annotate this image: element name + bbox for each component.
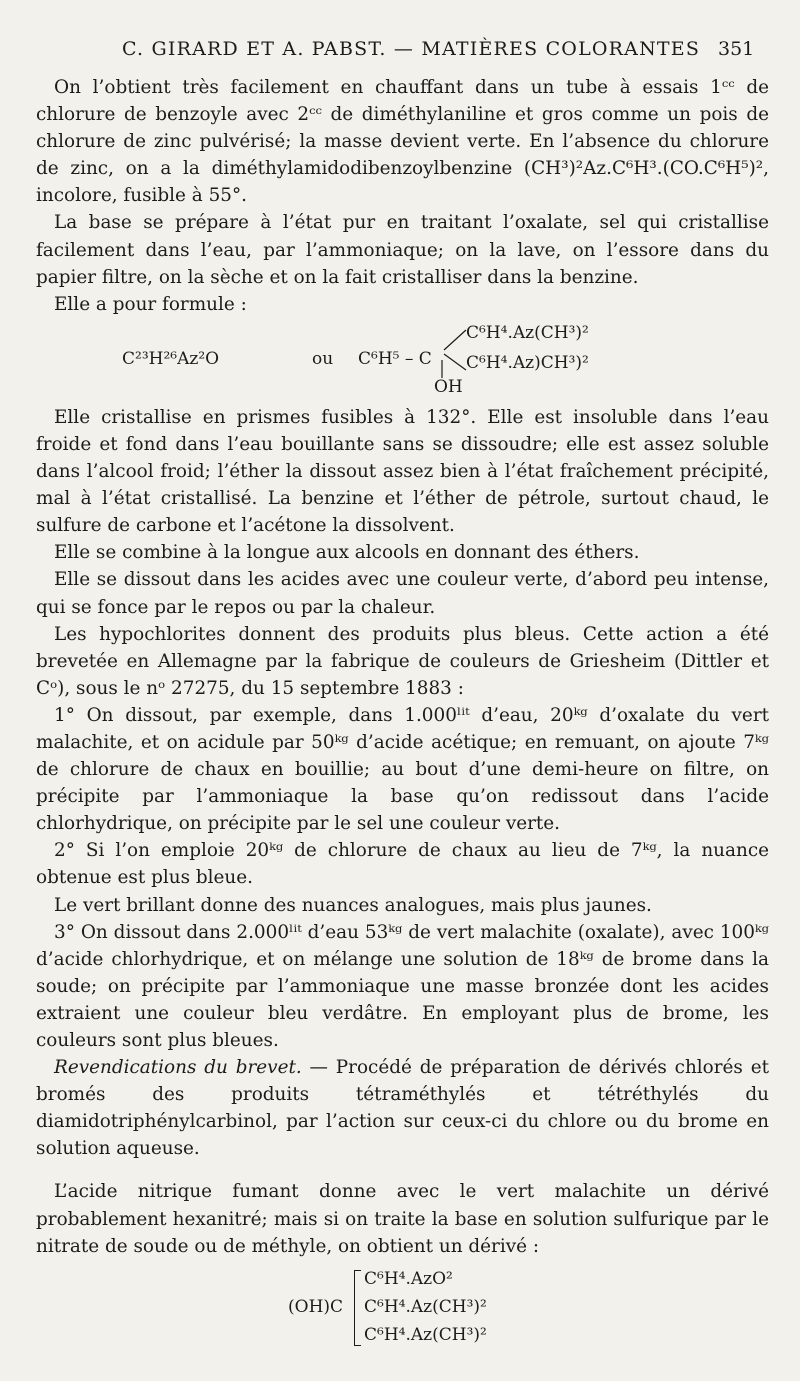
running-title: C. GIRARD ET A. PABST. — MATIÈRES COLORANTES xyxy=(122,38,701,60)
paragraph-3: Elle a pour formule : xyxy=(54,293,247,315)
formula-oh: OH xyxy=(434,376,463,397)
formula-empirical: C²³H²⁶Az²O xyxy=(122,348,220,369)
page-header xyxy=(0,38,800,68)
formula2-line2: C⁶H⁴.Az(CH³)² xyxy=(364,1296,487,1317)
formula2-line1: C⁶H⁴.AzO² xyxy=(364,1268,453,1289)
body-text xyxy=(36,74,769,1350)
formula-nitro xyxy=(36,1264,769,1350)
paragraph-13: L’acide nitrique fumant donne avec le vert malachite un dérivé probablement hexanitré; mais si on traite la base en solution sulfurique par le nitrate de soude ou de méthyle, on obtient un dérivé : xyxy=(36,1181,769,1257)
paragraph-8: 1° On dissout, par exemple, dans 1.000ˡⁱᵗ d’eau, 20ᵏᵍ d’oxalate du vert malachite, et on acidule par 50ᵏᵍ d’acide acétique; en remuant, on ajoute 7ᵏᵍ de chlorure de chaux en bouillie; au bout d’une demi-heure on filtre, on précipite par l’ammoniaque la base qu’on redissout dans l’acide chlorhydrique, on précipite par le sel une couleur verte. xyxy=(36,704,769,835)
paragraph-5: Elle se combine à la longue aux alcools en donnant des éthers. xyxy=(54,542,640,564)
paragraph-10: Le vert brillant donne des nuances analogues, mais plus jaunes. xyxy=(54,894,652,916)
paragraph-2: La base se prépare à l’état pur en traitant l’oxalate, sel qui cristallise facilement dans l’eau, par l’ammoniaque; on la lave, on l’essore dans du papier filtre, on la sèche et on la fait cristalliser dans la benzine. xyxy=(36,212,769,288)
formula-upper: C⁶H⁴.Az(CH³)² xyxy=(466,322,589,343)
paragraph-6: Elle se dissout dans les acides avec une couleur verte, d’abord peu intense, qui se fonce par le repos ou par la chaleur. xyxy=(36,569,769,618)
formula-base xyxy=(36,320,769,398)
paragraph-7: Les hypochlorites donnent des produits plus bleus. Cette action a été brevetée en Allemagne par la fabrique de couleurs de Griesheim (Dittler et Cᵒ), sous le nᵒ 27275, du 15 septembre 1883 : xyxy=(36,623,769,699)
claims-text: — Procédé de préparation de dérivés chlorés et bromés des produits tétraméthylés et tétréthylés du diamidotriphénylcarbinol, par l’action sur ceux-ci du chlore ou du brome en solution aqueuse. xyxy=(36,1057,769,1160)
formula-lower: C⁶H⁴.Az)CH³)² xyxy=(466,352,589,373)
paragraph-4: Elle cristallise en prismes fusibles à 132°. Elle est insoluble dans l’eau froide et fond dans l’eau bouillante sans se dissoudre; elle est assez soluble dans l’alcool froid; l’éther la dissout assez bien à l’état fraîchement précipité, mal à l’état cristallisé. La benzine et l’éther de pétrole, surtout chaud, le sulfure de carbone et l’acétone la dissolvent. xyxy=(36,406,769,537)
formula2-left: (OH)C xyxy=(288,1296,344,1317)
paragraph-11: 3° On dissout dans 2.000ˡⁱᵗ d’eau 53ᵏᵍ de vert malachite (oxalate), avec 100ᵏᵍ d’acide chlorhydrique, et on mélange une solution de 18ᵏᵍ de brome dans la soude; on précipite par l’ammoniaque une masse bronzée dont les acides extraient une couleur bleu verdâtre. En employant plus de brome, les couleurs sont plus bleues. xyxy=(36,921,769,1051)
formula2-line3: C⁶H⁴.Az(CH³)² xyxy=(364,1324,487,1345)
page-number: 351 xyxy=(718,38,755,60)
paragraph-1: On l’obtient très facilement en chauffant dans un tube à essais 1ᶜᶜ de chlorure de benzoyle avec 2ᶜᶜ de diméthylaniline et gros comme un pois de chlorure de zinc pulvérisé; la masse devient verte. En l’absence du chlorure de zinc, on a la diméthylamidodibenzoylbenzine (CH³)²Az.C⁶H³.(CO.C⁶H⁵)², incolore, fusible à 55°. xyxy=(36,77,769,207)
paragraph-9: 2° Si l’on emploie 20ᵏᵍ de chlorure de chaux au lieu de 7ᵏᵍ, la nuance obtenue est plus bleue. xyxy=(36,840,769,889)
formula-left: C⁶H⁵ – C xyxy=(358,348,432,369)
paragraph-12 xyxy=(36,1054,769,1162)
formula2-brace xyxy=(354,1270,361,1346)
claims-title: Revendications du brevet. xyxy=(54,1057,302,1079)
formula-ou: ou xyxy=(312,348,334,369)
